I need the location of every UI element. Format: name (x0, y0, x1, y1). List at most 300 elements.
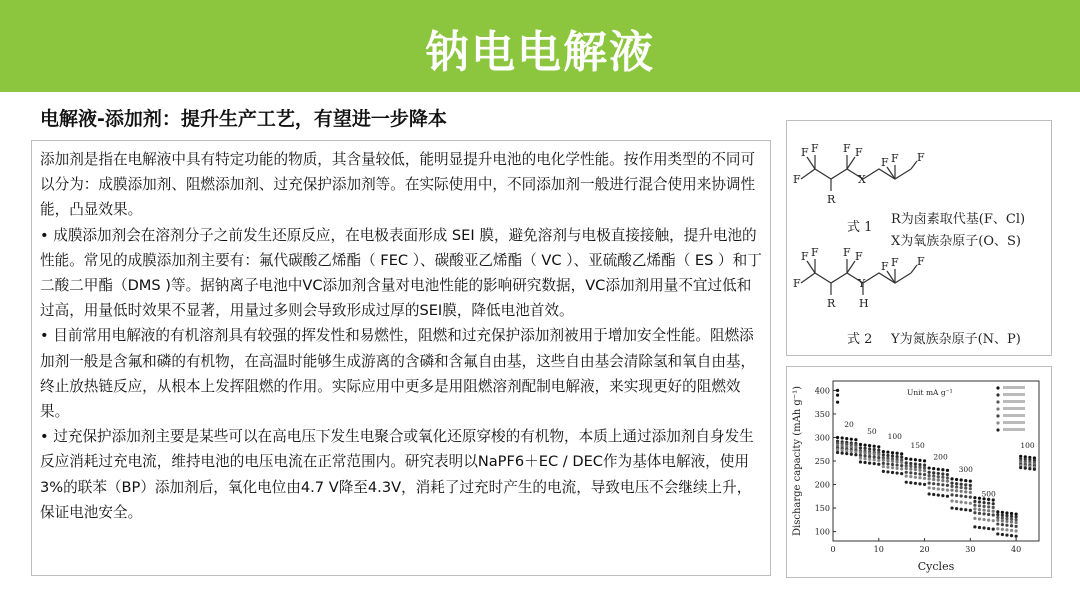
data-point (955, 507, 958, 510)
data-point (863, 461, 866, 464)
legend-marker (996, 428, 999, 431)
formula1-desc2: X为氧族杂原子(O、S) (891, 234, 1021, 249)
legend-entry-placeholder (1003, 386, 1025, 389)
data-point (932, 487, 935, 490)
atom-f: F (881, 156, 889, 169)
data-point (960, 483, 963, 486)
data-point (937, 487, 940, 490)
atom-f: F (801, 250, 809, 263)
rate-label: 300 (958, 464, 973, 474)
data-point (914, 458, 917, 461)
data-point (905, 481, 908, 484)
data-point (873, 462, 876, 465)
data-point (982, 526, 985, 529)
data-point (955, 478, 958, 481)
atom-h: H (859, 297, 869, 310)
data-point (1010, 529, 1013, 532)
rate-label: 50 (867, 427, 877, 437)
data-point (841, 451, 844, 454)
data-point (918, 469, 921, 472)
data-point (996, 519, 999, 522)
atom-f: F (843, 246, 851, 259)
data-point (982, 501, 985, 504)
rate-label: 100 (887, 431, 902, 441)
y-tick-label: 100 (814, 527, 830, 537)
data-point (955, 485, 958, 488)
data-point (946, 495, 949, 498)
data-point (868, 444, 871, 447)
data-point (1010, 512, 1013, 515)
data-point (932, 482, 935, 485)
data-point (950, 485, 953, 488)
data-point (923, 469, 926, 472)
data-point (960, 508, 963, 511)
data-point (868, 452, 871, 455)
data-point (891, 471, 894, 474)
data-point (882, 470, 885, 473)
data-point (932, 478, 935, 481)
data-point (1015, 525, 1018, 528)
data-point (868, 461, 871, 464)
data-point (964, 490, 967, 493)
data-point (886, 470, 889, 473)
x-tick-label: 0 (830, 545, 836, 554)
data-point (877, 445, 880, 448)
data-point (873, 448, 876, 451)
data-point (1019, 466, 1022, 469)
rate-label: 200 (933, 452, 948, 462)
data-point (905, 474, 908, 477)
data-point (900, 456, 903, 459)
data-point (882, 465, 885, 468)
data-point (960, 494, 963, 497)
data-point (918, 466, 921, 469)
data-point (886, 459, 889, 462)
data-point (877, 453, 880, 456)
data-point (895, 460, 898, 463)
data-point (1001, 528, 1004, 531)
data-point (928, 474, 931, 477)
data-point (946, 484, 949, 487)
data-point (982, 505, 985, 508)
data-point (955, 489, 958, 492)
data-point (877, 459, 880, 462)
atom-f: F (801, 146, 809, 159)
data-point (1033, 468, 1036, 471)
data-point (973, 504, 976, 507)
data-point (946, 480, 949, 483)
y-tick-label: 200 (814, 480, 830, 490)
data-point (978, 517, 981, 520)
data-point (1005, 528, 1008, 531)
data-point (909, 481, 912, 484)
data-point (932, 493, 935, 496)
data-point (868, 455, 871, 458)
data-point (914, 468, 917, 471)
data-point (973, 517, 976, 520)
data-point (992, 513, 995, 516)
legend-marker (996, 421, 999, 424)
atom-y: Y (858, 277, 866, 290)
chart-unit-note: Unit mA g⁻¹ (907, 388, 953, 397)
data-point (928, 482, 931, 485)
data-point (964, 479, 967, 482)
data-point (1001, 523, 1004, 526)
data-point (973, 511, 976, 514)
data-point (960, 501, 963, 504)
data-point (923, 464, 926, 467)
legend-marker (996, 407, 999, 410)
legend-entry-placeholder (1003, 407, 1025, 410)
data-point (928, 477, 931, 480)
data-point (836, 401, 839, 404)
data-point (882, 450, 885, 453)
data-point (973, 507, 976, 510)
data-point (978, 500, 981, 503)
legend-entry-placeholder (1003, 421, 1025, 424)
rate-label: 500 (981, 489, 996, 499)
data-point (845, 449, 848, 452)
data-point (1015, 535, 1018, 538)
data-point (882, 458, 885, 461)
chart-x-label: Cycles (917, 560, 955, 573)
data-point (1001, 514, 1004, 517)
chart-y-label: Discharge capacity (mAh g⁻¹) (792, 385, 803, 537)
data-point (946, 488, 949, 491)
data-point (909, 465, 912, 468)
data-point (950, 489, 953, 492)
data-point (960, 478, 963, 481)
data-point (964, 487, 967, 490)
data-point (891, 454, 894, 457)
legend-entry-placeholder (1003, 393, 1025, 396)
data-point (900, 472, 903, 475)
data-point (1015, 518, 1018, 521)
data-point (1005, 524, 1008, 527)
paragraph-film-forming: • 成膜添加剂会在溶剂分子之前发生还原反应，在电极表面形成 SEI 膜，避免溶剂与电极直接接触，提升电池的性能。常见的成膜添加剂主要有：氟代碳酸乙烯酯（ FEC ）、碳酸亚乙烯酯（ VC ）、亚硫酸乙烯酯（ ES ）和丁二酸二甲酯（DMS )等。据钠离子电池中VC添加剂含量对电池性能的影响研究数据，VC添加剂用量不宜过低和过高，用量低时效果不显著，用量过多则会导致形成过厚的SEI膜，降低电池首效。 (40, 226, 762, 320)
data-point (918, 463, 921, 466)
data-point (1001, 519, 1004, 522)
data-point (886, 454, 889, 457)
text-box (31, 140, 771, 576)
data-point (937, 478, 940, 481)
data-point (895, 452, 898, 455)
data-point (937, 493, 940, 496)
y-tick-label: 250 (814, 457, 830, 466)
data-point (923, 477, 926, 480)
data-point (932, 471, 935, 474)
data-point (955, 500, 958, 503)
data-point (928, 471, 931, 474)
data-point (891, 466, 894, 469)
data-point (982, 512, 985, 515)
data-point (1010, 524, 1013, 527)
data-point (877, 456, 880, 459)
atom-f: F (855, 146, 863, 159)
x-tick-label: 20 (919, 545, 930, 554)
data-point (932, 475, 935, 478)
data-point (941, 479, 944, 482)
data-point (863, 457, 866, 460)
data-point (1010, 534, 1013, 537)
data-point (868, 458, 871, 461)
data-point (1005, 520, 1008, 523)
data-point (905, 464, 908, 467)
data-point (964, 495, 967, 498)
paragraph-overcharge: • 过充保护添加剂主要是某些可以在高电压下发生电聚合或氧化还原穿梭的有机物，本质上通过添加剂自身发生反应消耗过充电流，维持电池的电压电流在正常范围内。研究表明以NaPF6＋EC / DEC作为基体电解液，使用3%的联苯（BP）添加剂后，氧化电位由4.7 V降至4.3V，消耗了过充时产生的电流，导致电压不会继续上升，保证电池安全。 (40, 428, 754, 521)
data-point (987, 513, 990, 516)
data-point (987, 527, 990, 530)
data-point (895, 455, 898, 458)
data-point (996, 516, 999, 519)
data-point (863, 454, 866, 457)
data-point (1010, 518, 1013, 521)
data-point (900, 464, 903, 467)
data-point (1024, 467, 1027, 470)
chart-legend (996, 386, 1025, 432)
data-point (978, 512, 981, 515)
data-point (928, 492, 931, 495)
page-title: 钠电电解液 (425, 27, 655, 78)
data-point (941, 483, 944, 486)
data-point (914, 476, 917, 479)
data-point (987, 505, 990, 508)
data-point (950, 493, 953, 496)
title-banner (0, 0, 1080, 92)
data-point (914, 482, 917, 485)
data-point (992, 528, 995, 531)
data-point (982, 518, 985, 521)
rate-label: 150 (910, 440, 925, 450)
data-point (836, 389, 839, 392)
data-point (996, 510, 999, 513)
data-point (969, 496, 972, 499)
data-point (946, 469, 949, 472)
chart-svg (787, 367, 1051, 577)
data-point (960, 486, 963, 489)
atom-f: F (917, 151, 925, 164)
data-point (850, 453, 853, 456)
atom-f: F (793, 277, 801, 290)
data-point (905, 461, 908, 464)
x-tick-label: 30 (965, 545, 976, 554)
rate-label: 100 (1020, 440, 1035, 450)
data-point (882, 462, 885, 465)
data-point (918, 459, 921, 462)
atom-f: F (811, 142, 819, 155)
legend-marker (996, 393, 999, 396)
section-subtitle: 电解液-添加剂：提升生产工艺，有望进一步降本 (40, 108, 447, 130)
data-point (845, 437, 848, 440)
data-point (905, 471, 908, 474)
data-point (863, 451, 866, 454)
data-point (836, 436, 839, 439)
data-point (886, 451, 889, 454)
legend-entry-placeholder (1003, 400, 1025, 403)
atom-f: F (917, 255, 925, 268)
data-point (941, 468, 944, 471)
data-point (891, 463, 894, 466)
data-point (992, 519, 995, 522)
data-point (918, 472, 921, 475)
y-tick-label: 300 (814, 433, 830, 443)
data-point (900, 452, 903, 455)
data-point (950, 482, 953, 485)
legend-entry-placeholder (1003, 428, 1025, 431)
data-point (850, 438, 853, 441)
data-point (969, 480, 972, 483)
data-point (946, 476, 949, 479)
atom-f: F (811, 246, 819, 259)
data-point (987, 502, 990, 505)
data-point (964, 501, 967, 504)
data-point (960, 490, 963, 493)
data-point (969, 491, 972, 494)
data-point (973, 500, 976, 503)
data-point (996, 513, 999, 516)
data-point (964, 508, 967, 511)
data-point (836, 394, 839, 397)
data-point (1010, 520, 1013, 523)
data-point (950, 499, 953, 502)
data-point (836, 448, 839, 451)
data-point (863, 443, 866, 446)
legend-entry-placeholder (1003, 414, 1025, 417)
data-point (1001, 533, 1004, 536)
x-tick-label: 10 (873, 545, 884, 554)
data-point (932, 467, 935, 470)
data-point (992, 498, 995, 501)
legend-marker (996, 400, 999, 403)
data-point (909, 475, 912, 478)
data-point (1005, 511, 1008, 514)
data-point (969, 484, 972, 487)
atom-r: R (827, 297, 836, 310)
data-point (923, 483, 926, 486)
data-point (1005, 514, 1008, 517)
data-point (868, 447, 871, 450)
y-tick-label: 350 (814, 409, 830, 419)
atom-f: F (891, 152, 899, 165)
formula2-label: 式 2 (847, 332, 873, 347)
atom-f: F (881, 260, 889, 273)
data-point (937, 468, 940, 471)
atom-f: F (891, 256, 899, 269)
data-point (836, 451, 839, 454)
data-point (1010, 515, 1013, 518)
data-point (928, 486, 931, 489)
data-point (895, 467, 898, 470)
structural-formula-figure (786, 120, 1052, 356)
data-point (937, 483, 940, 486)
data-point (873, 455, 876, 458)
data-point (859, 446, 862, 449)
data-point (937, 475, 940, 478)
data-point (996, 527, 999, 530)
data-point (941, 494, 944, 497)
data-point (1015, 515, 1018, 518)
discharge-capacity-chart (786, 366, 1052, 578)
data-point (987, 509, 990, 512)
data-point (895, 463, 898, 466)
data-point (863, 447, 866, 450)
data-point (973, 525, 976, 528)
paragraph-flame-retardant: • 目前常用电解液的有机溶剂具有较强的挥发性和易燃性，阻燃和过充保护添加剂被用于增加安全性能。阻燃添加剂一般是含氟和磷的有机物，在高温时能够生成游离的含磷和含氟自由基，这些自由基会清除氢和氧自由基，终止放热链反应，从根本上发挥阻燃的作用。实际应用中更多是用阻燃溶剂配制电解液，来实现更好的阻燃效果。 (40, 327, 756, 421)
data-point (946, 473, 949, 476)
data-point (992, 506, 995, 509)
data-point (845, 452, 848, 455)
data-point (973, 496, 976, 499)
data-point (992, 502, 995, 505)
data-point (941, 472, 944, 475)
data-point (886, 466, 889, 469)
data-point (996, 532, 999, 535)
data-point (982, 509, 985, 512)
data-point (909, 462, 912, 465)
y-tick-label: 400 (814, 386, 830, 396)
data-point (905, 457, 908, 460)
rate-label: 20 (844, 420, 854, 430)
data-point (886, 462, 889, 465)
data-point (978, 504, 981, 507)
data-point (877, 448, 880, 451)
data-point (909, 458, 912, 461)
data-point (969, 509, 972, 512)
data-point (1001, 516, 1004, 519)
data-point (992, 510, 995, 513)
data-point (905, 467, 908, 470)
data-point (987, 519, 990, 522)
formula2-desc: Y为氮族杂原子(N、P) (891, 332, 1021, 347)
legend-marker (996, 414, 999, 417)
structural-formula-svg (787, 121, 1051, 355)
data-point (918, 482, 921, 485)
data-point (891, 460, 894, 463)
x-tick-label: 40 (1011, 545, 1022, 554)
formula1-desc1: R为卤素取代基(F、Cl) (891, 212, 1026, 227)
atom-r: R (827, 193, 836, 206)
data-point (914, 462, 917, 465)
data-point (909, 471, 912, 474)
data-point (909, 467, 912, 470)
data-point (873, 453, 876, 456)
data-point (859, 443, 862, 446)
data-point (928, 466, 931, 469)
data-point (900, 461, 903, 464)
data-point (877, 463, 880, 466)
formula1-label: 式 1 (847, 220, 873, 235)
data-point (895, 471, 898, 474)
data-point (1001, 511, 1004, 514)
data-point (969, 487, 972, 490)
data-point (964, 483, 967, 486)
data-point (1028, 467, 1031, 470)
data-point (882, 453, 885, 456)
data-point (937, 472, 940, 475)
data-point (941, 476, 944, 479)
data-point (955, 494, 958, 497)
data-point (941, 488, 944, 491)
atom-f: F (843, 142, 851, 155)
data-point (1015, 521, 1018, 524)
data-point (859, 454, 862, 457)
data-point (914, 472, 917, 475)
data-point (850, 450, 853, 453)
data-point (996, 522, 999, 525)
data-point (918, 476, 921, 479)
data-point (873, 458, 876, 461)
paragraph-intro: 添加剂是指在电解液中具有特定功能的物质，其含量较低，能明显提升电池的电化学性能。按作用类型的不同可以分为：成膜添加剂、阻燃添加剂、过充保护添加剂等。在实际使用中，不同添加剂一般进行混合使用来协调性能，凸显效果。 (40, 151, 756, 219)
